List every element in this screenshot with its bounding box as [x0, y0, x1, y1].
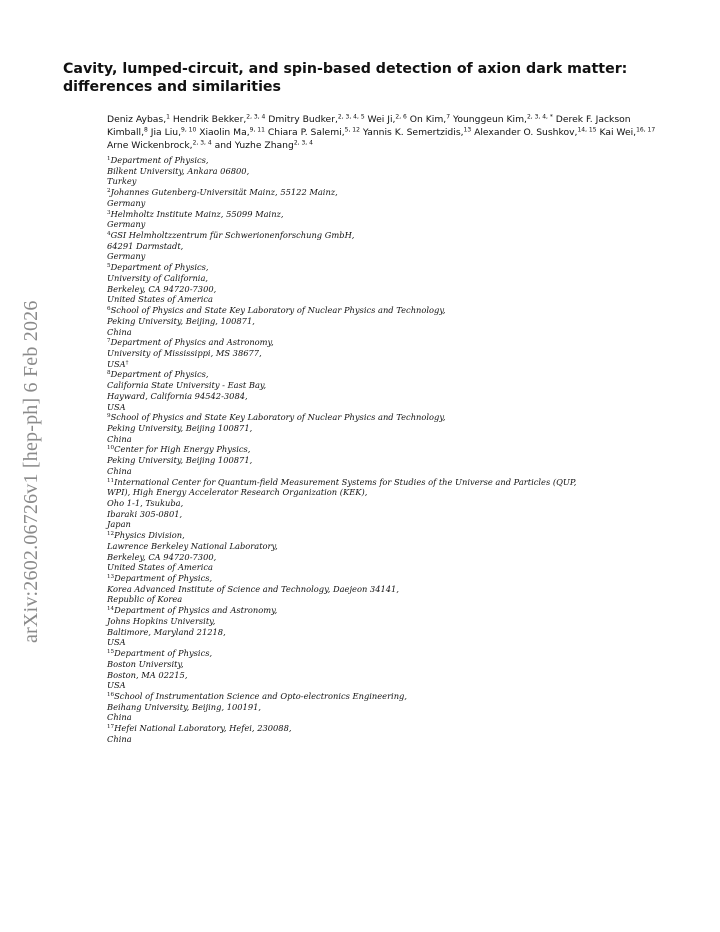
author-name: Alexander O. Sushkov, — [471, 127, 578, 139]
affiliation-line — [107, 616, 667, 627]
affiliation-line — [107, 680, 667, 691]
author-list — [107, 113, 662, 153]
affiliation-line — [107, 573, 667, 584]
affiliation-line — [107, 637, 667, 648]
affiliation-text: University of California, — [107, 272, 209, 283]
author-affiliation-marker: 9, 11 — [249, 126, 265, 134]
affiliation-text: China — [107, 465, 132, 476]
affiliation-line — [107, 412, 667, 423]
affiliation-number: 3 — [107, 209, 111, 216]
affiliation-text: Oho 1-1, Tsukuba, — [107, 498, 184, 508]
affiliation-text: USA — [107, 637, 126, 648]
author-affiliation-marker: 2, 6 — [395, 113, 407, 121]
affiliation-text: United States of America — [107, 294, 213, 305]
affiliation-text: China — [107, 712, 132, 723]
author-name: Jia Liu, — [147, 127, 181, 139]
affiliation-line — [107, 305, 667, 316]
author-name: Hendrik Bekker, — [169, 114, 247, 125]
affiliation-line — [107, 187, 667, 198]
affiliation-line — [107, 723, 667, 734]
affiliation-text: Berkeley, CA 94720-7300, — [107, 551, 217, 562]
author-name: Arne Wickenbrock, — [107, 140, 193, 152]
affiliation-number: 17 — [107, 724, 115, 731]
affiliation-text: School of Instrumentation Science and Opto-electronics Engineering, — [114, 690, 407, 701]
affiliation-line — [107, 487, 667, 498]
affiliation-text: University of Mississippi, MS 38677, — [107, 347, 262, 358]
affiliation-line — [107, 241, 667, 252]
affiliation-line — [107, 337, 667, 348]
affiliation-line — [107, 209, 667, 220]
affiliation-line — [107, 230, 667, 241]
affiliation-line — [107, 434, 667, 445]
affiliation-number: 5 — [107, 263, 111, 270]
affiliation-number: 2 — [107, 188, 111, 195]
affiliation-line — [107, 562, 667, 573]
affiliation-number: 12 — [107, 531, 115, 538]
affiliation-text: Department of Physics, — [110, 369, 209, 380]
affiliation-text: Johannes Gutenberg-Universität Mainz, 55122 Mainz, — [110, 187, 338, 198]
author-name: Deniz Aybas, — [107, 114, 167, 125]
affiliation-text: Beihang University, Beijing, 100191, — [107, 701, 262, 712]
affiliation-number: 13 — [107, 574, 115, 581]
affiliation-line — [107, 198, 667, 209]
affiliation-number: 4 — [107, 231, 111, 238]
author-affiliation-marker: 13 — [463, 126, 472, 134]
affiliation-text: Helmholtz Institute Mainz, 55099 Mainz, — [110, 208, 284, 219]
affiliation-line — [107, 251, 667, 262]
affiliation-text: China — [107, 433, 132, 444]
author-affiliation-marker: 7 — [446, 113, 451, 121]
affiliation-number: 6 — [107, 306, 111, 313]
affiliation-line — [107, 541, 667, 552]
affiliation-text: Bilkent University, Ankara 06800, — [107, 165, 250, 176]
affiliation-number: 10 — [107, 445, 115, 452]
author-affiliation-marker: 2, 3, 4, * — [526, 113, 553, 121]
affiliation-text: Berkeley, CA 94720-7300, — [107, 283, 217, 294]
affiliation-line — [107, 380, 667, 391]
author-affiliation-marker: 2, 3, 4 — [192, 139, 212, 147]
author-affiliation-marker: 9, 10 — [181, 126, 197, 134]
affiliation-text: Baltimore, Maryland 21218, — [107, 626, 226, 637]
author-name: Dmitry Budker, — [265, 114, 338, 125]
affiliation-text: Department of Physics and Astronomy, — [110, 337, 274, 348]
affiliation-text: Peking University, Beijing 100871, — [107, 422, 253, 433]
affiliation-line — [107, 294, 667, 305]
affiliation-text: Korea Advanced Institute of Science and Technology, Daejeon 34141, — [107, 583, 399, 594]
affiliation-line — [107, 627, 667, 638]
affiliation-line — [107, 691, 667, 702]
affiliation-line — [107, 659, 667, 670]
affiliation-text: Department of Physics, — [114, 573, 213, 584]
author-name: Yannis K. Semertzidis, — [359, 127, 464, 139]
affiliation-number: 15 — [107, 649, 115, 656]
arxiv-identifier-stamp: arXiv:2602.06726v1 [hep-ph] 6 Feb 2026 — [20, 300, 42, 643]
affiliation-text: 64291 Darmstadt, — [107, 240, 184, 251]
author-name: On Kim, — [406, 114, 447, 125]
affiliation-line — [107, 734, 667, 745]
affiliation-text: Ibaraki 305-0801, — [107, 508, 183, 519]
affiliation-text: Department of Physics, — [114, 648, 213, 659]
affiliation-line — [107, 423, 667, 434]
affiliation-text: Peking University, Beijing 100871, — [107, 455, 253, 466]
affiliation-text: Hayward, California 94542-3084, — [107, 390, 248, 401]
affiliation-text: China — [107, 326, 132, 337]
affiliation-number: 16 — [107, 691, 115, 698]
author-name: Wei Ji, — [364, 114, 396, 125]
affiliation-text: GSI Helmholtzzentrum für Schwerionenforschung GmbH, — [110, 230, 355, 241]
author-name: Younggeun Kim, — [450, 114, 527, 125]
affiliation-line — [107, 327, 667, 338]
affiliation-number: 14 — [107, 606, 115, 613]
affiliation-text: Boston, MA 02215, — [107, 669, 188, 680]
affiliation-text: Lawrence Berkeley National Laboratory, — [107, 540, 278, 551]
affiliation-number: 9 — [107, 413, 111, 420]
affiliation-text: United States of America — [107, 562, 213, 573]
author-name: Xiaolin Ma, — [196, 127, 250, 139]
paper-title: Cavity, lumped-circuit, and spin-based detection of axion dark matter: differences and similarities — [63, 61, 628, 95]
affiliation-text: Department of Physics, — [110, 155, 209, 165]
affiliation-text: International Center for Quantum-field Measurement Systems for Studies of the Universe and Particles (QUP, — [114, 476, 577, 487]
affiliation-line — [107, 584, 667, 595]
affiliation-line — [107, 348, 667, 359]
affiliation-line — [107, 262, 667, 273]
affiliation-line — [107, 155, 667, 166]
affiliation-line — [107, 176, 667, 187]
author-affiliation-marker: 8 — [144, 126, 148, 134]
affiliation-number: 8 — [107, 370, 111, 377]
affiliation-text: USA — [107, 401, 126, 412]
affiliation-text: Department of Physics and Astronomy, — [114, 605, 278, 616]
affiliation-line — [107, 316, 667, 327]
affiliation-line — [107, 477, 667, 488]
affiliation-text: Center for High Energy Physics, — [114, 444, 251, 455]
affiliation-text: Peking University, Beijing, 100871, — [107, 315, 255, 326]
affiliation-line — [107, 466, 667, 477]
affiliation-text: Germany — [107, 219, 146, 230]
affiliation-line — [107, 444, 667, 455]
affiliation-line — [107, 509, 667, 520]
affiliation-line — [107, 670, 667, 681]
author-affiliation-marker: 16, 17 — [636, 126, 656, 134]
affiliation-line — [107, 605, 667, 616]
affiliation-line — [107, 594, 667, 605]
affiliation-text: Republic of Korea — [107, 594, 183, 605]
affiliation-line — [107, 166, 667, 177]
author-name: Derek F. Jackson Kimball, — [107, 114, 631, 139]
affiliation-text: Germany — [107, 197, 146, 208]
affiliation-text: WPI), High Energy Accelerator Research Organization (KEK), — [107, 487, 368, 498]
author-affiliation-marker: 2, 3, 4 — [246, 113, 266, 121]
affiliation-line — [107, 402, 667, 413]
affiliation-text: Germany — [107, 251, 146, 262]
author-name: and Yuzhe Zhang — [211, 140, 294, 152]
affiliation-line — [107, 648, 667, 659]
author-affiliation-marker: 14, 15 — [577, 126, 597, 134]
affiliation-line — [107, 219, 667, 230]
affiliation-line — [107, 519, 667, 530]
affiliation-line — [107, 552, 667, 563]
affiliation-line — [107, 284, 667, 295]
affiliation-text: Boston University, — [107, 658, 184, 669]
affiliation-text: Hefei National Laboratory, Hefei, 230088, — [114, 723, 292, 734]
footnote-dagger-marker: † — [125, 359, 129, 366]
affiliation-text: School of Physics and State Key Laboratory of Nuclear Physics and Technology, — [110, 412, 446, 423]
affiliation-line — [107, 530, 667, 541]
affiliation-line — [107, 455, 667, 466]
affiliation-text: Japan — [107, 519, 131, 530]
affiliation-line — [107, 702, 667, 713]
affiliation-line — [107, 712, 667, 723]
affiliation-number: 1 — [107, 156, 111, 162]
affiliation-text: China — [107, 733, 132, 744]
author-name: Kai Wei, — [596, 127, 637, 139]
author-affiliation-marker: 5, 12 — [344, 126, 360, 134]
affiliation-line — [107, 498, 667, 509]
affiliation-line — [107, 391, 667, 402]
affiliation-line — [107, 273, 667, 284]
affiliation-text: Turkey — [107, 176, 137, 187]
author-affiliation-marker: 1 — [166, 113, 170, 121]
affiliation-text: Department of Physics, — [110, 262, 209, 273]
affiliation-number: 11 — [107, 477, 115, 484]
affiliation-line — [107, 359, 667, 370]
affiliation-list — [107, 155, 667, 745]
affiliation-line — [107, 369, 667, 380]
affiliation-text: Physics Division, — [114, 530, 185, 541]
author-affiliation-marker: 2, 3, 4 — [293, 139, 313, 147]
author-affiliation-marker: 2, 3, 4, 5 — [337, 113, 365, 121]
affiliation-text: Johns Hopkins University, — [107, 615, 216, 626]
affiliation-number: 7 — [107, 338, 111, 345]
author-name: Chiara P. Salemi, — [264, 127, 345, 139]
affiliation-text: School of Physics and State Key Laboratory of Nuclear Physics and Technology, — [110, 305, 446, 316]
affiliation-text: USA — [107, 680, 126, 691]
affiliation-text: California State University - East Bay, — [107, 380, 267, 391]
affiliation-text: USA — [107, 358, 126, 369]
